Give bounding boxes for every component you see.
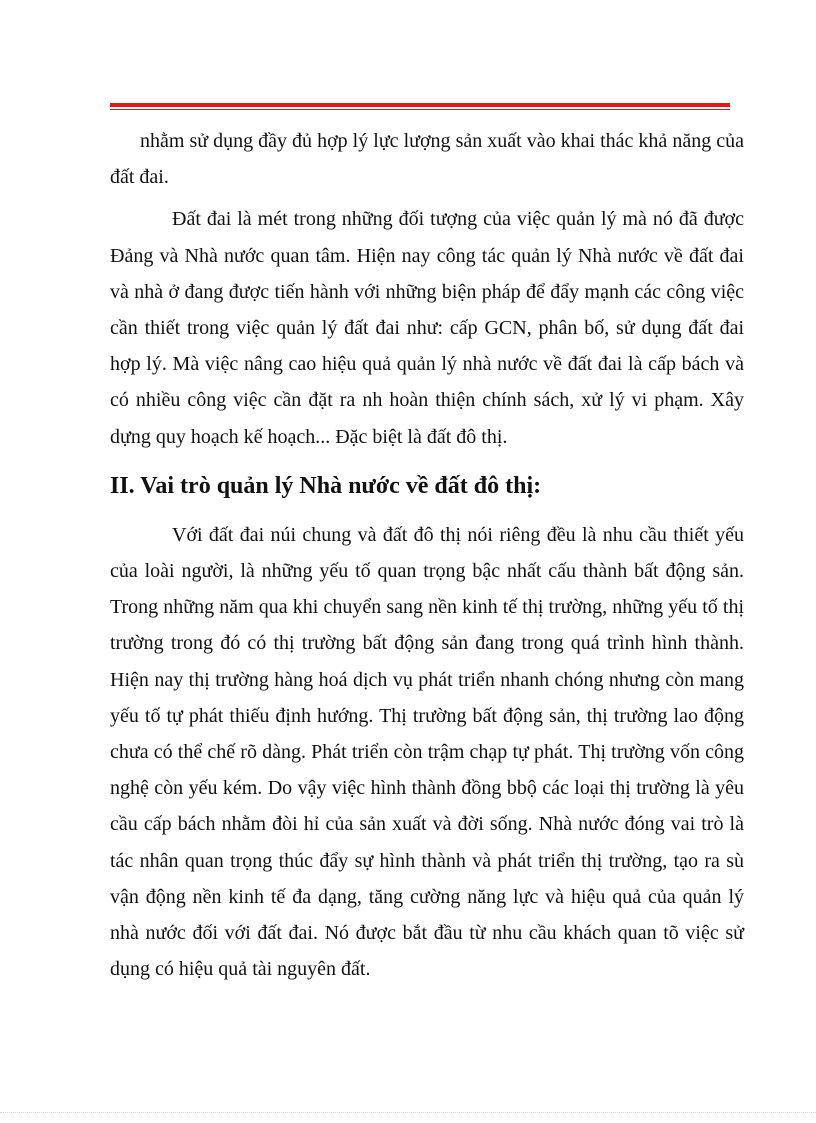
paragraph-state-role: Với đất đai núi chung và đất đô thị nói riêng đều là nhu cầu thiết yếu của loài người, là những yếu tố quan trọng bậc nhất cấu thành bất động sản. Trong những năm qua khi chuyển sang nền kinh tế thị trường, những yếu tố thị trường trong đó có thị trường bất động sản đang trong quá trình hình thành. Hiện nay thị trường hàng hoá dịch vụ phát triển nhanh chóng nhưng còn mang yếu tố tự phát thiếu định hướng. Thị trường bất động sản, thị trường lao động chưa có thể chế rõ dàng. Phát triển còn trậm chạp tự phát. Thị trường vốn công nghệ còn yếu kém. Do vậy việc hình thành đồng bbộ các loại thị trường là yêu cầu cấp bách nhằm đòi hỉ của sản xuất và đời sống. Nhà nước đóng vai trò là tác nhân quan trọng thúc đẩy sự hình thành và phát triển thị trường, tạo ra sù vận động nền kinh tế đa dạng, tăng cường năng lực và hiệu quả của quản lý nhà nước đối với đất đai. Nó được bắt đầu từ nhu cầu khách quan tõ việc sử dụng có hiệu quả tài nguyên đất. <box>110 523 744 981</box>
paragraph-continuation: nhằm sử dụng đầy đủ hợp lý lực lượng sản xuất vào khai thác khả năng của đất đai. <box>110 130 744 189</box>
header-rule-thin <box>110 109 730 110</box>
paragraph-land-management: Đất đai là mét trong những đối tượng của việc quản lý mà nó đã được Đảng và Nhà nước quan tâm. Hiện nay công tác quản lý Nhà nước về đất đai và nhà ở đang được tiến hành với những biện pháp để đẩy mạnh các công việc cần thiết trong việc quản lý đất đai như: cấp GCN, phân bố, sử dụng đất đai hợp lý. Mà việc nâng cao hiệu quả quản lý nhà nước về đất đai là cấp bách và có nhiều công việc cần đặt ra nh hoàn thiện chính sách, xử lý vi phạm. Xây dựng quy hoạch kế hoạch... Đặc biệt là đất đô thị. <box>110 208 744 448</box>
section-heading: II. Vai trò quản lý Nhà nước về đất đô thị: <box>110 472 542 499</box>
header-rule-thick <box>110 103 730 107</box>
header-rule <box>110 103 730 110</box>
document-body <box>110 123 744 987</box>
page-bottom-divider <box>0 1112 816 1113</box>
